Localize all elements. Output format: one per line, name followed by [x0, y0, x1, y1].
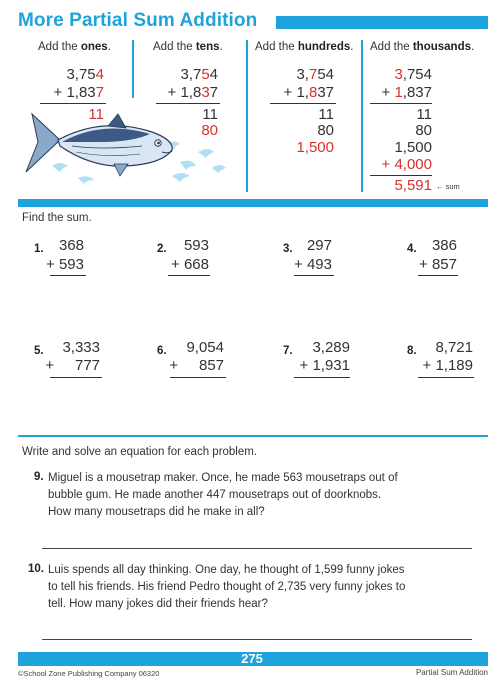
fish-illustration [22, 106, 242, 192]
partial-sum: 11 [318, 106, 334, 123]
answer-line [170, 377, 226, 378]
col-head-tens: Add the tens. [153, 41, 223, 53]
partial-sum: 1,500 [394, 139, 432, 156]
problem-addend: + 668 [171, 256, 209, 273]
column-divider [132, 40, 134, 98]
problem-number: 1. [34, 243, 44, 255]
arrow-left-icon: ← [436, 182, 444, 191]
sum-line [156, 103, 220, 104]
page-number: 275 [241, 651, 263, 666]
problem-addend: 386 [431, 237, 457, 254]
problem-number: 8. [407, 345, 417, 357]
col-head-ones: Add the ones. [38, 41, 111, 53]
problem-addend: 297 [306, 237, 332, 254]
section-divider [18, 435, 488, 437]
fish-tail-icon [26, 114, 60, 172]
answer-line [50, 377, 102, 378]
equation-instruction: Write and solve an equation for each problem. [22, 446, 258, 458]
answer-line[interactable] [42, 639, 472, 640]
example-addend: 3,754 [394, 66, 432, 83]
problem-addend: 9,054 [186, 339, 224, 356]
problem-number: 5. [34, 345, 44, 357]
problem-addend: 368 [58, 237, 84, 254]
fish-fin-icon [114, 164, 128, 176]
example-addend: 3,754 [66, 66, 104, 83]
word-problem-number: 10. [28, 563, 44, 575]
partial-sum: 80 [201, 122, 218, 139]
section-divider [18, 199, 488, 207]
title-bar [276, 16, 488, 29]
sum-line [270, 103, 336, 104]
sum-line [370, 175, 432, 176]
problem-addend: + 1,189 [422, 357, 473, 374]
find-sum-instruction: Find the sum. [22, 212, 92, 224]
example-addend: 3,754 [180, 66, 218, 83]
problem-addend: + 777 [45, 357, 100, 374]
example-addend: + 1,837 [53, 84, 104, 101]
sum-line [370, 103, 432, 104]
partial-sum: 80 [415, 122, 432, 139]
problem-addend: 3,333 [62, 339, 100, 356]
problem-number: 7. [283, 345, 293, 357]
partial-sum: 11 [88, 106, 104, 123]
problem-number: 6. [157, 345, 167, 357]
col-head-hundreds: Add the hundreds. [255, 41, 354, 53]
answer-line [168, 275, 210, 276]
word-problem-number: 9. [34, 471, 44, 483]
example-addend: + 1,837 [167, 84, 218, 101]
problem-addend: 3,289 [312, 339, 350, 356]
partial-sum: + 4,000 [381, 156, 432, 173]
final-sum: 5,591 [394, 177, 432, 194]
problem-number: 4. [407, 243, 417, 255]
answer-line [418, 275, 458, 276]
problem-addend: + 857 [419, 256, 457, 273]
answer-line [294, 275, 334, 276]
partial-sum: 80 [317, 122, 334, 139]
page-title: More Partial Sum Addition [18, 10, 258, 31]
problem-addend: 8,721 [435, 339, 473, 356]
problem-addend: 593 [183, 237, 209, 254]
partial-sum: 11 [202, 106, 218, 123]
answer-line[interactable] [42, 548, 472, 549]
copyright: ©School Zone Publishing Company 06320 [18, 669, 160, 678]
problem-addend: + 493 [294, 256, 332, 273]
problem-addend: + 593 [46, 256, 84, 273]
col-head-thousands: Add the thousands. [370, 41, 475, 53]
fish-fin-icon [108, 114, 126, 128]
problem-addend: + 857 [169, 357, 224, 374]
sum-label: ← sum [436, 182, 460, 191]
partial-sum: 11 [416, 106, 432, 123]
column-divider [246, 40, 248, 192]
answer-line [294, 377, 350, 378]
partial-sum: 1,500 [296, 139, 334, 156]
answer-line [418, 377, 474, 378]
example-addend: 3,754 [296, 66, 334, 83]
problem-number: 2. [157, 243, 167, 255]
answer-line [50, 275, 86, 276]
example-addend: + 1,837 [381, 84, 432, 101]
problem-addend: + 1,931 [299, 357, 350, 374]
sum-line [40, 103, 106, 104]
word-problem-text: Luis spends all day thinking. One day, he thought of 1,599 funny jokes to tell his friends. His friend Pedro thought of 2,735 very funny jokes to tell. How many jokes did their friends hear? [48, 564, 406, 610]
problem-number: 3. [283, 243, 293, 255]
word-problem-text: Miguel is a mousetrap maker. Once, he made 563 mousetraps out of bubble gum. He made another 447 mousetraps out of doorknobs. How many mousetraps did he make in all? [48, 472, 398, 518]
example-addend: + 1,837 [283, 84, 334, 101]
footer-section-title: Partial Sum Addition [415, 668, 488, 677]
